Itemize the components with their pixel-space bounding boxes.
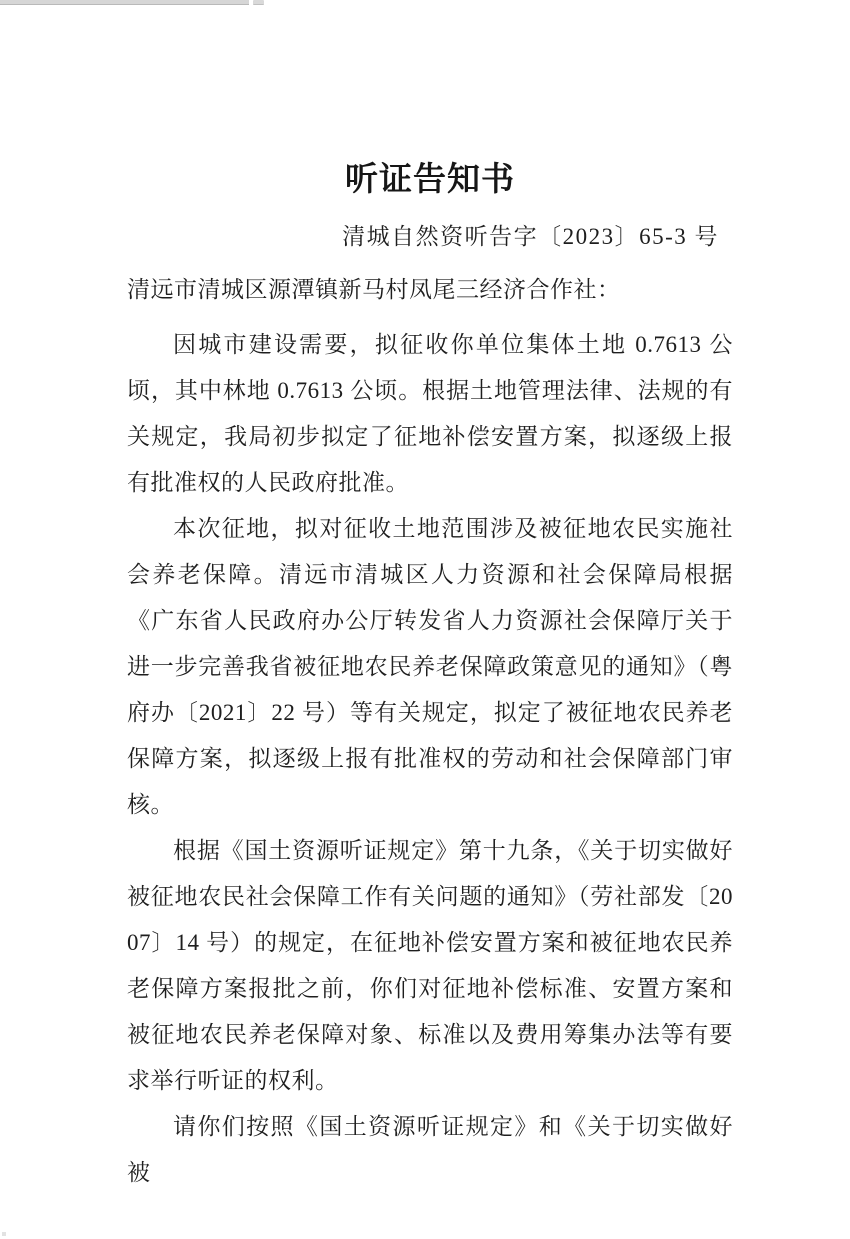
- document-title: 听证告知书: [345, 162, 515, 198]
- scan-speck: [2, 1232, 6, 1236]
- addressee-line: 清远市清城区源潭镇新马村凤尾三经济合作社：: [127, 277, 621, 302]
- body-paragraph-3: 根据《国土资源听证规定》第十九条，《关于切实做好被征地农民社会保障工作有关问题的通知》（劳社部发〔2007〕14 号）的规定，在征地补偿安置方案和被征地农民养老保障方案报批之前，你们对征地补偿标准、安置方案和被征地农民养老保障对象、标准以及费用筹集办法等有要求举行听证的权利。: [127, 838, 733, 1093]
- document-reference-number: 清城自然资听告字〔2023〕65-3 号: [342, 224, 719, 249]
- body-paragraph-4: 请你们按照《国土资源听证规定》和《关于切实做好被: [127, 1114, 733, 1185]
- body-paragraph-1: 因城市建设需要，拟征收你单位集体土地 0.7613 公顷，其中林地 0.7613 公顷。根据土地管理法律、法规的有关规定，我局初步拟定了征地补偿安置方案，拟逐级上报有批准权的人民政府批准。: [127, 332, 733, 495]
- scan-artifact-chip: [253, 0, 264, 5]
- scan-artifact-bar: [0, 0, 249, 5]
- body-paragraph-2: 本次征地，拟对征收土地范围涉及被征地农民实施社会养老保障。清远市清城区人力资源和社会保障局根据《广东省人民政府办公厅转发省人力资源社会保障厅关于进一步完善我省被征地农民养老保障政策意见的通知》（粤府办〔2021〕22 号）等有关规定，拟定了被征地农民养老保障方案，拟逐级上报有批准权的劳动和社会保障部门审核。: [127, 516, 733, 817]
- document-body: [127, 322, 733, 1196]
